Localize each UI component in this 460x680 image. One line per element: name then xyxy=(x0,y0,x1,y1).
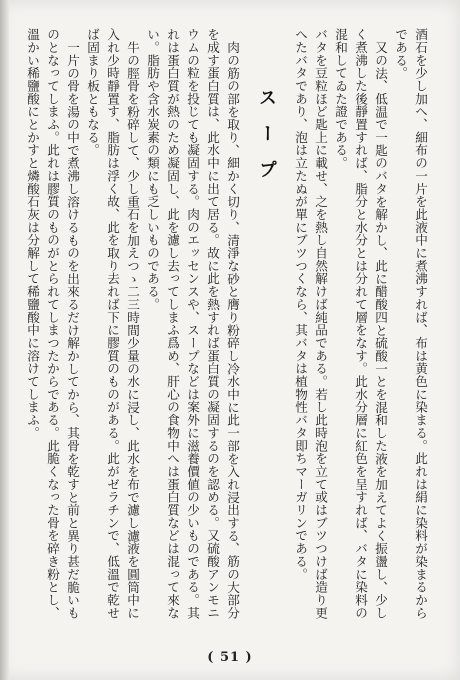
paragraph-meat-protein: 肉の筋の部を取り、細かく切り、清淨な砂と膺り粉碎し冷水中に此一部を入れ浸出する、筋の大部分を成す蛋白質は、此水中に出て居る。故に此を熱すれば蛋白質の凝固するのを認める。又硫酸アンモニウムの粒を投じても凝固する。肉のエッセンスや、スープなどは案外に滋養價値の少いものである。其れは蛋白質が熱のため凝固し、此を濾し去ってしまふ爲め、肝心の食物中へは蛋白質などは混って來ない。脂肪や含水炭素の類にも乏しいものである。 xyxy=(145,28,240,620)
vertical-text-body xyxy=(25,28,430,620)
paragraph-dye-test: 酒石を少し加へ、細布の一片を此液中に煮沸すれば、布は黄色に染まる。此れは絹に染料が染まるからである。 xyxy=(393,28,428,620)
paragraph-butter-heat-test: バタを豆粒ほど匙上に載せ、之を熱し自然解けば純品である。若し此時泡を立て或はブツつけば造り更へたバタであり、泡は立たぬが單にブツつくなら、其バタは植物性バタ即ちマーガリンである。 xyxy=(293,28,328,620)
paragraph-bone: 一片の骨を湯の中で煮沸し溶けるものを出來るだけ解かしてから、其骨を乾すと前と異り甚だ脆いものとなってしまふ。此れは膠質のものがとられてしまつたからである。此脆くなった骨を碎き粉とし、溫かい稀鹽酸にとかすと燐酸石灰は分解して稀鹽酸中に溶けてしまふ。 xyxy=(25,28,80,620)
paragraph-gelatin: 牛の脛骨を粉碎して、少し重石を加えつゝ二三時間少量の水に浸し、此水を布で濾し濾液を圓筒中に入れ少時靜置す、脂肪は浮く故、此を取り去れば下に膠質のものがある。此がゼラチンで、低溫で乾せば固まり板ともなる。 xyxy=(85,28,140,620)
paragraph-butter-acid-test: 又の法、低温で一匙のバタを解かし、此に醋酸四と硫酸一とを混和した液を加えてよく振盪し、少しく煮沸した後靜置すれば、脂分と水分とは分れて層をなす。此水分層に紅色を呈すれば、バタに染料の混和してゐた證である。 xyxy=(333,28,388,620)
page-number: ( 51 ) xyxy=(207,650,253,665)
section-heading-soup: スープ xyxy=(256,88,277,196)
page-binding-edge xyxy=(0,0,9,680)
